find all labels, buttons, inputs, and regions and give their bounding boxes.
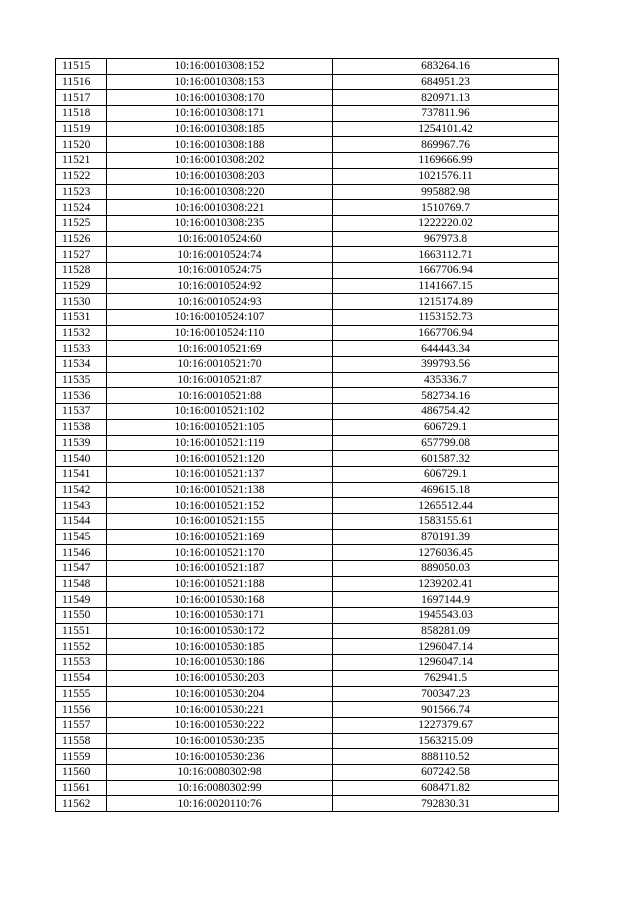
cadastral-number-cell: 10:16:0010530:235 — [107, 733, 333, 749]
value-cell: 1663112.71 — [333, 247, 559, 263]
value-cell: 607242.58 — [333, 764, 559, 780]
table-row — [56, 372, 559, 388]
cadastral-number-cell: 10:16:0010521:138 — [107, 482, 333, 498]
table-row — [56, 670, 559, 686]
table-row — [56, 435, 559, 451]
table-row — [56, 639, 559, 655]
row-number-cell: 11528 — [56, 262, 107, 278]
row-number-cell: 11538 — [56, 419, 107, 435]
value-cell: 1510769.7 — [333, 200, 559, 216]
value-cell: 1169666.99 — [333, 153, 559, 169]
table-row — [56, 325, 559, 341]
value-cell: 1583155.61 — [333, 513, 559, 529]
value-cell: 888110.52 — [333, 749, 559, 765]
value-cell: 601587.32 — [333, 451, 559, 467]
table-row — [56, 482, 559, 498]
value-cell: 1697144.9 — [333, 592, 559, 608]
row-number-cell: 11555 — [56, 686, 107, 702]
row-number-cell: 11531 — [56, 310, 107, 326]
table-row — [56, 655, 559, 671]
row-number-cell: 11523 — [56, 184, 107, 200]
table-row — [56, 686, 559, 702]
value-cell: 469615.18 — [333, 482, 559, 498]
table-row — [56, 608, 559, 624]
cadastral-number-cell: 10:16:0010308:235 — [107, 215, 333, 231]
table-row — [56, 294, 559, 310]
value-cell: 967973.8 — [333, 231, 559, 247]
value-cell: 644443.34 — [333, 341, 559, 357]
value-cell: 700347.23 — [333, 686, 559, 702]
value-cell: 1667706.94 — [333, 262, 559, 278]
cadastral-number-cell: 10:16:0010521:69 — [107, 341, 333, 357]
table-row — [56, 717, 559, 733]
table-row — [56, 278, 559, 294]
row-number-cell: 11561 — [56, 780, 107, 796]
cadastral-number-cell: 10:16:0010308:185 — [107, 121, 333, 137]
cadastral-number-cell: 10:16:0010530:204 — [107, 686, 333, 702]
table-row — [56, 184, 559, 200]
row-number-cell: 11540 — [56, 451, 107, 467]
table-row — [56, 764, 559, 780]
value-cell: 737811.96 — [333, 106, 559, 122]
table-row — [56, 404, 559, 420]
row-number-cell: 11527 — [56, 247, 107, 263]
row-number-cell: 11549 — [56, 592, 107, 608]
row-number-cell: 11525 — [56, 215, 107, 231]
value-cell: 608471.82 — [333, 780, 559, 796]
value-cell: 657799.08 — [333, 435, 559, 451]
table-row — [56, 733, 559, 749]
table-row — [56, 215, 559, 231]
table-row — [56, 247, 559, 263]
value-cell: 1276036.45 — [333, 545, 559, 561]
value-cell: 606729.1 — [333, 466, 559, 482]
cadastral-number-cell: 10:16:0010530:221 — [107, 702, 333, 718]
table-row — [56, 310, 559, 326]
value-cell: 1239202.41 — [333, 576, 559, 592]
value-cell: 1021576.11 — [333, 168, 559, 184]
cadastral-number-cell: 10:16:0010521:170 — [107, 545, 333, 561]
table-row — [56, 231, 559, 247]
table-row — [56, 780, 559, 796]
row-number-cell: 11553 — [56, 655, 107, 671]
value-cell: 683264.16 — [333, 59, 559, 75]
row-number-cell: 11530 — [56, 294, 107, 310]
cadastral-number-cell: 10:16:0010521:187 — [107, 561, 333, 577]
cadastral-number-cell: 10:16:0010521:152 — [107, 498, 333, 514]
row-number-cell: 11515 — [56, 59, 107, 75]
row-number-cell: 11560 — [56, 764, 107, 780]
table-row — [56, 529, 559, 545]
table-row — [56, 796, 559, 812]
table-row — [56, 388, 559, 404]
cadastral-number-cell: 10:16:0010521:105 — [107, 419, 333, 435]
table-row — [56, 106, 559, 122]
row-number-cell: 11544 — [56, 513, 107, 529]
table-row — [56, 90, 559, 106]
cadastral-number-cell: 10:16:0010308:170 — [107, 90, 333, 106]
value-cell: 820971.13 — [333, 90, 559, 106]
row-number-cell: 11546 — [56, 545, 107, 561]
value-cell: 435336.7 — [333, 372, 559, 388]
value-cell: 858281.09 — [333, 623, 559, 639]
table-row — [56, 419, 559, 435]
cadastral-number-cell: 10:16:0010530:222 — [107, 717, 333, 733]
value-cell: 792830.31 — [333, 796, 559, 812]
cadastral-number-cell: 10:16:0010521:137 — [107, 466, 333, 482]
table-row — [56, 623, 559, 639]
value-cell: 1945543.03 — [333, 608, 559, 624]
cadastral-number-cell: 10:16:0010308:171 — [107, 106, 333, 122]
table-row — [56, 153, 559, 169]
row-number-cell: 11548 — [56, 576, 107, 592]
value-cell: 995882.98 — [333, 184, 559, 200]
cadastral-number-cell: 10:16:0010521:188 — [107, 576, 333, 592]
row-number-cell: 11558 — [56, 733, 107, 749]
row-number-cell: 11551 — [56, 623, 107, 639]
cadastral-number-cell: 10:16:0010308:220 — [107, 184, 333, 200]
cadastral-number-cell: 10:16:0010524:92 — [107, 278, 333, 294]
table-row — [56, 561, 559, 577]
value-cell: 582734.16 — [333, 388, 559, 404]
cadastral-number-cell: 10:16:0010521:88 — [107, 388, 333, 404]
cadastral-number-cell: 10:16:0010524:74 — [107, 247, 333, 263]
row-number-cell: 11533 — [56, 341, 107, 357]
cadastral-number-cell: 10:16:0010530:168 — [107, 592, 333, 608]
row-number-cell: 11524 — [56, 200, 107, 216]
table-row — [56, 357, 559, 373]
row-number-cell: 11545 — [56, 529, 107, 545]
cadastral-number-cell: 10:16:0010308:203 — [107, 168, 333, 184]
value-cell: 1667706.94 — [333, 325, 559, 341]
cadastral-number-cell: 10:16:0020110:76 — [107, 796, 333, 812]
cadastral-number-cell: 10:16:0010308:202 — [107, 153, 333, 169]
cadastral-number-cell: 10:16:0010530:172 — [107, 623, 333, 639]
cadastral-number-cell: 10:16:0010521:119 — [107, 435, 333, 451]
table-row — [56, 74, 559, 90]
table-row — [56, 137, 559, 153]
row-number-cell: 11556 — [56, 702, 107, 718]
row-number-cell: 11526 — [56, 231, 107, 247]
value-cell: 901566.74 — [333, 702, 559, 718]
cadastral-number-cell: 10:16:0010524:75 — [107, 262, 333, 278]
cadastral-number-cell: 10:16:0010530:185 — [107, 639, 333, 655]
row-number-cell: 11520 — [56, 137, 107, 153]
row-number-cell: 11539 — [56, 435, 107, 451]
table-row — [56, 702, 559, 718]
row-number-cell: 11557 — [56, 717, 107, 733]
value-cell: 1563215.09 — [333, 733, 559, 749]
value-cell: 1215174.89 — [333, 294, 559, 310]
table-row — [56, 341, 559, 357]
row-number-cell: 11562 — [56, 796, 107, 812]
cadastral-number-cell: 10:16:0010521:102 — [107, 404, 333, 420]
cadastral-number-cell: 10:16:0010521:87 — [107, 372, 333, 388]
value-cell: 762941.5 — [333, 670, 559, 686]
data-table — [55, 58, 559, 812]
value-cell: 1141667.15 — [333, 278, 559, 294]
value-cell: 684951.23 — [333, 74, 559, 90]
cadastral-number-cell: 10:16:0010524:93 — [107, 294, 333, 310]
table-row — [56, 513, 559, 529]
cadastral-number-cell: 10:16:0080302:98 — [107, 764, 333, 780]
cadastral-number-cell: 10:16:0010521:155 — [107, 513, 333, 529]
table-row — [56, 59, 559, 75]
row-number-cell: 11522 — [56, 168, 107, 184]
value-cell: 606729.1 — [333, 419, 559, 435]
table-row — [56, 451, 559, 467]
value-cell: 486754.42 — [333, 404, 559, 420]
row-number-cell: 11521 — [56, 153, 107, 169]
table-row — [56, 168, 559, 184]
table-row — [56, 121, 559, 137]
row-number-cell: 11536 — [56, 388, 107, 404]
cadastral-number-cell: 10:16:0010308:221 — [107, 200, 333, 216]
cadastral-number-cell: 10:16:0010530:236 — [107, 749, 333, 765]
value-cell: 1296047.14 — [333, 655, 559, 671]
cadastral-number-cell: 10:16:0010530:186 — [107, 655, 333, 671]
cadastral-number-cell: 10:16:0080302:99 — [107, 780, 333, 796]
cadastral-number-cell: 10:16:0010308:153 — [107, 74, 333, 90]
value-cell: 399793.56 — [333, 357, 559, 373]
value-cell: 1153152.73 — [333, 310, 559, 326]
row-number-cell: 11552 — [56, 639, 107, 655]
table-body — [56, 59, 559, 812]
row-number-cell: 11542 — [56, 482, 107, 498]
row-number-cell: 11547 — [56, 561, 107, 577]
row-number-cell: 11516 — [56, 74, 107, 90]
value-cell: 1254101.42 — [333, 121, 559, 137]
row-number-cell: 11529 — [56, 278, 107, 294]
row-number-cell: 11534 — [56, 357, 107, 373]
cadastral-number-cell: 10:16:0010308:152 — [107, 59, 333, 75]
table-row — [56, 262, 559, 278]
value-cell: 1222220.02 — [333, 215, 559, 231]
value-cell: 1227379.67 — [333, 717, 559, 733]
row-number-cell: 11550 — [56, 608, 107, 624]
table-row — [56, 545, 559, 561]
table-row — [56, 749, 559, 765]
row-number-cell: 11518 — [56, 106, 107, 122]
row-number-cell: 11537 — [56, 404, 107, 420]
value-cell: 1265512.44 — [333, 498, 559, 514]
row-number-cell: 11535 — [56, 372, 107, 388]
cadastral-number-cell: 10:16:0010308:188 — [107, 137, 333, 153]
cadastral-number-cell: 10:16:0010521:120 — [107, 451, 333, 467]
row-number-cell: 11532 — [56, 325, 107, 341]
cadastral-number-cell: 10:16:0010524:107 — [107, 310, 333, 326]
cadastral-number-cell: 10:16:0010524:60 — [107, 231, 333, 247]
value-cell: 870191.39 — [333, 529, 559, 545]
value-cell: 889050.03 — [333, 561, 559, 577]
cadastral-number-cell: 10:16:0010521:169 — [107, 529, 333, 545]
row-number-cell: 11517 — [56, 90, 107, 106]
cadastral-number-cell: 10:16:0010521:70 — [107, 357, 333, 373]
table-row — [56, 466, 559, 482]
row-number-cell: 11543 — [56, 498, 107, 514]
row-number-cell: 11554 — [56, 670, 107, 686]
value-cell: 869967.76 — [333, 137, 559, 153]
cadastral-number-cell: 10:16:0010524:110 — [107, 325, 333, 341]
cadastral-number-cell: 10:16:0010530:203 — [107, 670, 333, 686]
cadastral-number-cell: 10:16:0010530:171 — [107, 608, 333, 624]
row-number-cell: 11519 — [56, 121, 107, 137]
table-row — [56, 576, 559, 592]
table-row — [56, 592, 559, 608]
row-number-cell: 11541 — [56, 466, 107, 482]
value-cell: 1296047.14 — [333, 639, 559, 655]
table-row — [56, 498, 559, 514]
row-number-cell: 11559 — [56, 749, 107, 765]
table-row — [56, 200, 559, 216]
